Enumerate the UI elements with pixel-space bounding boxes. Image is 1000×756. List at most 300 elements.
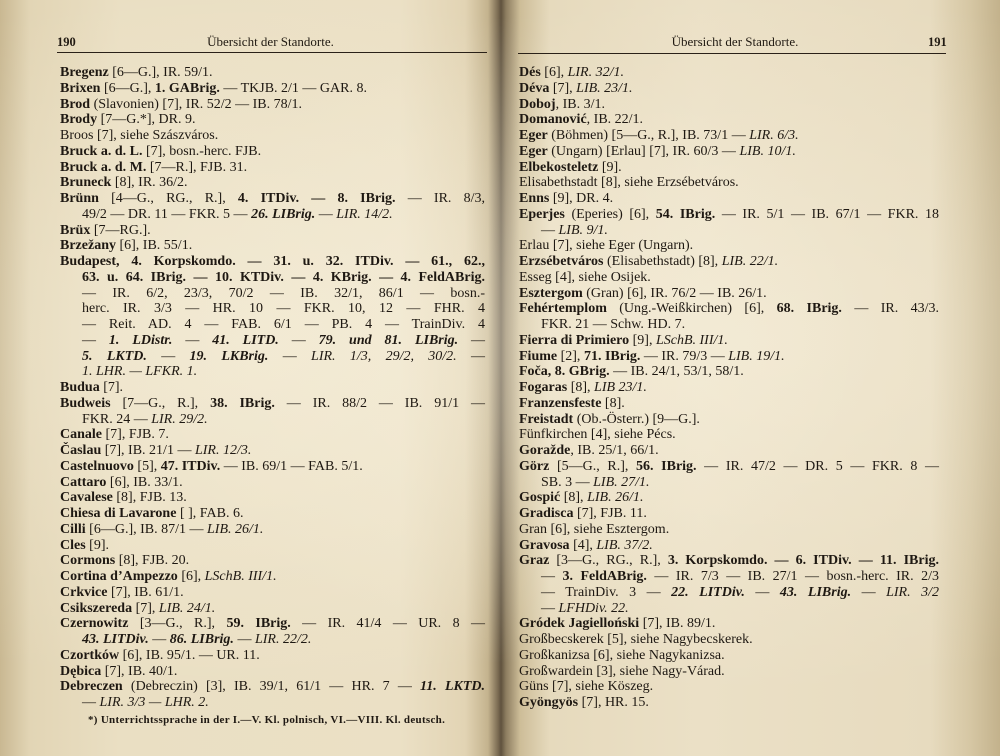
- entry-line: [60, 128, 485, 144]
- entry-text: (Gran) [6], IR. 76/2 — IB. 26/1.: [582, 285, 767, 301]
- entry-text: 49/2 — DR. 11 — FKR. 5 —: [82, 206, 252, 222]
- entry-text: [7], HR. 15.: [578, 695, 649, 710]
- entry-line: [519, 160, 939, 176]
- entry-text: — IR. 5/1 — IB. 67/1 — FKR. 18: [715, 206, 939, 222]
- entry-text: [6—G.],: [100, 80, 155, 96]
- entry-text: Broos [7], siehe Szászváros.: [60, 128, 219, 143]
- entry-text: LIR. 12/3.: [194, 443, 252, 458]
- entry-text: [4],: [569, 537, 597, 553]
- entry-text: Esseg [4], siehe Osijek.: [519, 269, 651, 285]
- entry-text: LIR. 6/3.: [749, 128, 799, 143]
- entry-text: — IR. 41/4 — UR. 8 —: [290, 616, 486, 632]
- entry-text: [3—G., R.],: [128, 616, 227, 632]
- index-entry: [60, 97, 485, 113]
- index-entry: [60, 175, 485, 191]
- entry-line: [60, 538, 485, 554]
- index-entry: [60, 522, 485, 538]
- entry-text: Fünfkirchen [4], siehe Pécs.: [519, 427, 676, 443]
- place-name: Gyöngyös: [519, 695, 579, 710]
- entry-text: LIR. 3/2: [886, 584, 939, 600]
- index-entry: [519, 270, 939, 286]
- entry-text: [9],: [629, 332, 656, 348]
- place-name: Enns: [519, 191, 550, 206]
- entry-text: [7—RG.].: [90, 222, 151, 238]
- entry-text: — TrainDiv. 3 —: [541, 584, 672, 600]
- entry-text: —: [268, 348, 312, 364]
- entry-text: — TKJB. 2/1 — GAR. 8.: [219, 80, 367, 96]
- entry-text: Großbecskerek [5], siehe Nagybecskerek.: [519, 632, 753, 647]
- index-entry: [519, 81, 939, 97]
- entry-line: [519, 349, 939, 365]
- entry-line: [60, 664, 485, 680]
- entry-line: [519, 286, 939, 302]
- index-entry: [60, 65, 485, 81]
- entry-line: [60, 97, 485, 113]
- entry-line: [519, 632, 939, 648]
- entry-line: [519, 364, 939, 380]
- page-number-left: 190: [57, 35, 76, 49]
- entry-text: [7],: [549, 80, 577, 96]
- place-name: Časlau: [60, 443, 102, 458]
- entry-text: LIR. 1/3, 29/2, 30/2.: [311, 348, 457, 364]
- entry-text: [9], DR. 4.: [549, 191, 614, 206]
- entry-line: [60, 238, 485, 254]
- entry-text: LIR. 29/2.: [151, 411, 208, 427]
- place-name: Crkvice: [60, 584, 108, 600]
- entry-text: 63. u. 64. IBrig. — 10. KTDiv. — 4. KBrig. — 4. FeldABrig.: [82, 269, 485, 285]
- index-entry: [60, 601, 485, 617]
- entry-line: [519, 601, 939, 617]
- entry-column-left: [60, 65, 485, 711]
- entry-line: [519, 223, 939, 239]
- entry-text: [2],: [557, 348, 584, 364]
- entry-line: [60, 427, 485, 443]
- index-entry: [519, 97, 939, 113]
- entry-text: LIB. 19/1.: [728, 348, 785, 364]
- entry-text: [3—G., RG., R.],: [549, 553, 668, 569]
- index-entry: [60, 443, 485, 459]
- entry-text: , IB. 25/1, 66/1.: [570, 443, 659, 458]
- entry-line: [60, 585, 485, 601]
- footnote: *) Unterrichtssprache in der I.—V. Kl. polnisch, VI.—VIII. Kl. deutsch.: [88, 714, 446, 726]
- entry-text: — IB. 69/1 — FAB. 5/1.: [220, 458, 363, 474]
- entry-line: [60, 81, 485, 97]
- entry-text: [7], FJB. 11.: [573, 506, 647, 521]
- entry-text: 1. LHR. — LFKR. 1.: [82, 364, 198, 380]
- place-name: Esztergom: [519, 285, 583, 301]
- entry-line: [60, 601, 485, 617]
- entry-line: [519, 522, 939, 538]
- entry-text: —: [82, 332, 109, 348]
- entry-line: [519, 175, 939, 191]
- entry-text: LIB. 26/1.: [587, 490, 644, 506]
- entry-text: [5],: [133, 458, 161, 474]
- entry-text: LFHDiv. 22.: [558, 600, 629, 616]
- entry-text: [7—G., R.],: [110, 395, 211, 411]
- index-entry: [519, 254, 939, 270]
- index-entry: [519, 490, 939, 506]
- entry-line: [60, 648, 485, 664]
- entry-text: [8],: [567, 380, 595, 395]
- entry-text: [6],: [540, 65, 568, 80]
- entry-text: LIB. 9/1.: [558, 222, 608, 238]
- entry-line: [519, 317, 939, 333]
- entry-line: [519, 490, 939, 506]
- entry-text: [6—G.], IB. 87/1 —: [85, 521, 207, 537]
- place-name: Czortków: [60, 647, 120, 663]
- place-name: Gradisca: [519, 506, 574, 521]
- index-entry: [519, 616, 939, 632]
- entry-text: [7—R.], FJB. 31.: [146, 159, 248, 175]
- entry-line: [519, 475, 939, 491]
- entry-text: [7], IB. 89/1.: [639, 616, 716, 632]
- place-name: Goražde: [519, 443, 571, 458]
- entry-line: [60, 144, 485, 160]
- index-entry: [60, 191, 485, 223]
- entry-text: [6], IB. 33/1.: [106, 474, 183, 490]
- entry-text: (Elisabethstadt) [8],: [603, 254, 722, 269]
- index-entry: [60, 538, 485, 554]
- entry-line: [60, 679, 485, 695]
- entry-line: [60, 270, 485, 286]
- index-entry: [519, 65, 939, 81]
- entry-line: [60, 301, 485, 317]
- entry-text: 86. LIBrig.: [169, 632, 234, 647]
- index-entry: [519, 238, 939, 254]
- entry-line: [60, 569, 485, 585]
- place-name: Gravosa: [519, 537, 570, 553]
- index-entry: [60, 664, 485, 680]
- entry-line: [60, 223, 485, 239]
- place-name: Eperjes: [519, 206, 565, 222]
- place-name: Freistadt: [519, 411, 574, 427]
- place-name: Gródek Jagielloński: [519, 616, 640, 632]
- entry-column-right: [519, 65, 939, 711]
- entry-line: [60, 475, 485, 491]
- index-entry: [519, 112, 939, 128]
- place-name: Gospić: [519, 490, 561, 506]
- index-entry: [60, 585, 485, 601]
- entry-text: 47. ITDiv.: [160, 458, 221, 474]
- running-head-right: Übersicht der Standorte.: [671, 34, 799, 49]
- place-name: Brixen: [60, 80, 101, 96]
- entry-line: [60, 286, 485, 302]
- index-entry: [60, 648, 485, 664]
- entry-text: LIB. 24/1.: [158, 600, 216, 616]
- entry-line: [60, 349, 485, 365]
- entry-text: 4. ITDiv. — 8. IBrig.: [237, 191, 396, 206]
- entry-text: FKR. 24 —: [82, 411, 152, 427]
- entry-text: (Debreczin) [3], IB. 39/1, 61/1 — HR. 7 —: [122, 679, 421, 695]
- entry-line: [519, 254, 939, 270]
- index-entry: [519, 380, 939, 396]
- index-entry: [60, 128, 485, 144]
- entry-line: [60, 380, 485, 396]
- entry-text: [7].: [99, 380, 124, 395]
- entry-line: [519, 128, 939, 144]
- entry-text: 68. IBrig.: [776, 301, 842, 317]
- index-entry: [60, 144, 485, 160]
- entry-line: [519, 238, 939, 254]
- page-number-right: 191: [928, 35, 947, 49]
- place-name: Foča, 8. GBrig.: [519, 364, 610, 380]
- place-name: Doboj: [519, 96, 556, 112]
- entry-text: LIR. 32/1.: [567, 65, 624, 80]
- index-entry: [60, 616, 485, 648]
- entry-text: 59. IBrig.: [226, 616, 291, 632]
- place-name: Cattaro: [60, 474, 107, 490]
- entry-text: [7], IB. 61/1.: [107, 584, 184, 600]
- entry-line: [60, 616, 485, 632]
- entry-text: 22. LITDiv.: [671, 584, 745, 600]
- place-name: Elbekosteletz: [519, 159, 599, 175]
- entry-text: Güns [7], siehe Köszeg.: [519, 679, 654, 695]
- entry-text: [6], IB. 95/1. — UR. 11.: [119, 647, 260, 663]
- entry-line: [519, 664, 939, 680]
- entry-line: [519, 81, 939, 97]
- entry-line: [60, 160, 485, 176]
- index-entry: [60, 254, 485, 380]
- entry-line: [60, 553, 485, 569]
- place-name: Budua: [60, 380, 100, 395]
- index-entry: [519, 207, 939, 239]
- place-name: Brünn: [60, 191, 99, 206]
- entry-text: [7], IB. 21/1 —: [101, 443, 195, 458]
- entry-text: (Böhmen) [5—G., R.], IB. 73/1 —: [547, 128, 750, 143]
- index-entry: [519, 679, 939, 695]
- place-name: Brüx: [60, 222, 91, 238]
- entry-text: 43. LITDiv.: [82, 632, 149, 647]
- entry-text: 3. Korpskomdo. — 6. ITDiv. — 11. IBrig.: [667, 553, 939, 569]
- index-entry: [519, 349, 939, 365]
- entry-text: LIB. 23/1.: [576, 80, 633, 96]
- index-entry: [60, 569, 485, 585]
- entry-text: LIB. 10/1.: [739, 143, 796, 159]
- index-entry: [519, 160, 939, 176]
- place-name: Franzensfeste: [519, 395, 602, 411]
- entry-line: [519, 506, 939, 522]
- index-entry: [519, 128, 939, 144]
- entry-text: LSchB. III/1.: [655, 332, 728, 348]
- index-entry: [519, 522, 939, 538]
- entry-line: [60, 364, 485, 380]
- entry-line: [60, 522, 485, 538]
- entry-line: [60, 112, 485, 128]
- entry-line: [519, 65, 939, 81]
- entry-text: —: [146, 348, 190, 364]
- place-name: Cilli: [60, 521, 86, 537]
- place-name: Graz: [519, 553, 550, 569]
- index-entry: [519, 459, 939, 491]
- place-name: Fogaras: [519, 380, 568, 395]
- entry-text: LIR. 14/2.: [336, 206, 393, 222]
- entry-text: [6], IB. 55/1.: [115, 238, 193, 254]
- entry-text: [9].: [85, 537, 109, 553]
- entry-line: [60, 412, 485, 428]
- place-name: Bruck a. d. L.: [60, 143, 143, 159]
- index-entry: [519, 427, 939, 443]
- index-entry: [60, 506, 485, 522]
- place-name: Erzsébetváros: [519, 254, 604, 269]
- entry-line: [60, 191, 485, 207]
- entry-text: [6—G.], IR. 59/1.: [108, 65, 213, 80]
- entry-line: [60, 175, 485, 191]
- index-entry: [60, 238, 485, 254]
- entry-text: 11. LKTD.: [420, 679, 486, 695]
- entry-text: —: [541, 222, 559, 238]
- place-name: Czernowitz: [60, 616, 129, 632]
- place-name: Budweis: [60, 395, 111, 411]
- index-entry: [519, 538, 939, 554]
- entry-text: [7],: [132, 600, 159, 616]
- entry-text: herc. IR. 3/3 — HR. 10 — FKR. 10, 12 — FHR. 4: [82, 301, 485, 317]
- entry-text: 19. LKBrig.: [189, 348, 269, 364]
- index-entry: [60, 81, 485, 97]
- index-entry: [60, 459, 485, 475]
- entry-line: [519, 569, 939, 585]
- entry-text: [4—G., RG., R.],: [98, 191, 238, 206]
- entry-line: [519, 538, 939, 554]
- entry-text: 1. GABrig.: [154, 80, 220, 96]
- place-name: Dés: [519, 65, 541, 80]
- place-name: Brody: [60, 112, 98, 128]
- entry-text: [8].: [601, 395, 625, 411]
- place-name: Debreczen: [60, 679, 123, 695]
- place-name: Fiume: [519, 348, 558, 364]
- entry-text: [6],: [177, 569, 205, 584]
- index-entry: [60, 396, 485, 428]
- index-entry: [519, 175, 939, 191]
- entry-text: 3. FeldABrig.: [562, 569, 647, 584]
- entry-line: [60, 333, 485, 349]
- index-entry: [519, 664, 939, 680]
- entry-line: [60, 396, 485, 412]
- entry-line: [60, 207, 485, 223]
- entry-text: —: [278, 332, 319, 348]
- entry-text: 26. LIBrig.: [251, 206, 316, 222]
- entry-line: [519, 97, 939, 113]
- index-entry: [60, 679, 485, 711]
- entry-text: — IR. 43/3.: [841, 301, 940, 317]
- index-entry: [519, 648, 939, 664]
- index-entry: [60, 112, 485, 128]
- entry-line: [519, 412, 939, 428]
- entry-text: Erlau [7], siehe Eger (Ungarn).: [519, 238, 694, 254]
- entry-text: —: [744, 584, 780, 600]
- place-name: Görz: [519, 458, 550, 474]
- entry-line: [519, 207, 939, 223]
- entry-line: [60, 506, 485, 522]
- entry-line: [60, 695, 485, 711]
- place-name: Brzežany: [60, 238, 116, 254]
- entry-line: [519, 112, 939, 128]
- entry-text: [5—G., R.],: [549, 458, 637, 474]
- index-entry: [519, 695, 939, 711]
- entry-line: [519, 553, 939, 569]
- entry-text: [8], FJB. 20.: [115, 553, 190, 569]
- entry-line: [60, 254, 485, 270]
- entry-line: [519, 191, 939, 207]
- entry-text: (Ung.-Weißkirchen) [6],: [606, 301, 777, 317]
- entry-text: LIR. 3/3 — LHR. 2.: [99, 695, 209, 710]
- index-entry: [60, 160, 485, 176]
- entry-text: —: [148, 632, 170, 647]
- place-name: Canale: [60, 427, 102, 443]
- place-name: Cormons: [60, 553, 116, 569]
- entry-text: — IR. 88/2 — IB. 91/1 —: [274, 395, 485, 411]
- index-entry: [60, 223, 485, 239]
- entry-line: [519, 427, 939, 443]
- index-entry: [60, 427, 485, 443]
- place-name: Castelnuovo: [60, 458, 134, 474]
- entry-line: [519, 679, 939, 695]
- place-name: Chiesa di Lavarone: [60, 506, 177, 521]
- place-name: Déva: [519, 80, 550, 96]
- entry-text: LIB. 27/1.: [593, 474, 650, 490]
- entry-text: FKR. 21 — Schw. HD. 7.: [541, 317, 686, 332]
- entry-line: [60, 65, 485, 81]
- entry-text: LIB 23/1.: [594, 380, 647, 395]
- entry-text: [7], IB. 40/1.: [101, 663, 178, 679]
- entry-text: [9].: [598, 159, 622, 175]
- entry-text: — IR. 79/3 —: [640, 348, 729, 364]
- entry-line: [60, 317, 485, 333]
- entry-text: [7], bosn.-herc. FJB.: [142, 143, 262, 159]
- place-name: Domanović: [519, 112, 587, 128]
- entry-line: [519, 333, 939, 349]
- entry-text: LIB. 22/1.: [721, 254, 779, 269]
- index-entry: [519, 396, 939, 412]
- entry-text: LSchB. III/1.: [204, 569, 277, 584]
- header-rule-right: [518, 53, 946, 54]
- header-rule-left: [57, 52, 487, 53]
- entry-text: [7—G.*], DR. 9.: [97, 112, 196, 128]
- entry-text: — IR. 47/2 — DR. 5 — FKR. 8 —: [696, 458, 939, 474]
- entry-text: [ ], FAB. 6.: [176, 506, 244, 521]
- place-name: Csikszereda: [60, 600, 133, 616]
- entry-text: [7], FJB. 7.: [102, 427, 169, 443]
- entry-text: 79. und 81. LIBrig.: [318, 332, 459, 348]
- entry-line: [519, 616, 939, 632]
- index-entry: [519, 333, 939, 349]
- entry-text: [8],: [560, 490, 588, 506]
- place-name: Cavalese: [60, 490, 113, 506]
- index-entry: [519, 364, 939, 380]
- entry-line: [519, 380, 939, 396]
- entry-text: — Reit. AD. 4 — FAB. 6/1 — PB. 4 — TrainDiv. 4: [82, 317, 485, 332]
- entry-text: —: [541, 600, 559, 616]
- entry-text: (Ob.-Österr.) [9—G.].: [573, 411, 700, 427]
- entry-text: —: [233, 632, 255, 647]
- entry-line: [519, 585, 939, 601]
- entry-text: LIR. 22/2.: [254, 632, 312, 647]
- entry-text: 43. LIBrig.: [779, 584, 852, 600]
- place-name: Brod: [60, 96, 91, 112]
- entry-line: [519, 270, 939, 286]
- index-entry: [60, 490, 485, 506]
- entry-text: — IR. 7/3 — IB. 27/1 — bosn.-herc. IR. 2/3: [646, 569, 939, 584]
- entry-text: [8], IR. 36/2.: [111, 175, 188, 191]
- entry-text: — IB. 24/1, 53/1, 58/1.: [609, 364, 744, 380]
- entry-text: 1. LDistr.: [108, 332, 173, 348]
- place-name: Eger: [519, 128, 548, 143]
- entry-text: [8], FJB. 13.: [112, 490, 187, 506]
- entry-text: 71. IBrig.: [583, 348, 641, 364]
- entry-text: 41. LITD.: [212, 332, 279, 348]
- entry-line: [60, 443, 485, 459]
- place-name: Bruck a. d. M.: [60, 159, 147, 175]
- place-name: Fehértemplom: [519, 301, 607, 317]
